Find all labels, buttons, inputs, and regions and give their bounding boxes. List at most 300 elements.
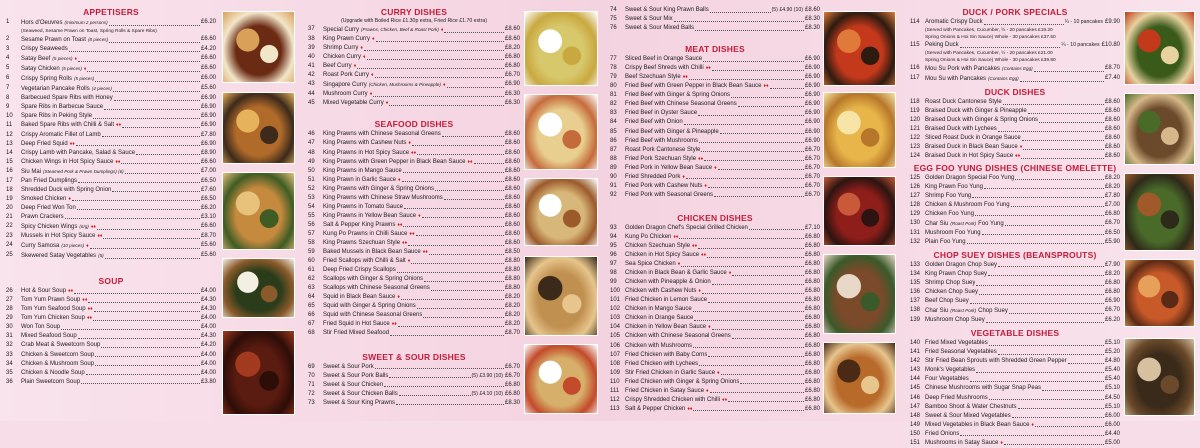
item-extra-price: (5) £4.90 (10) xyxy=(771,7,803,13)
item-name xyxy=(925,357,1067,366)
photo-chicken-wings xyxy=(823,342,896,414)
item-price: £6.70 xyxy=(804,164,820,171)
item-name xyxy=(323,284,430,293)
leader-dots xyxy=(384,381,504,388)
item-name xyxy=(625,296,707,305)
item-name xyxy=(625,224,748,233)
leader-dots xyxy=(976,279,1104,286)
menu-item xyxy=(308,372,520,381)
chilli-icon: ♦ xyxy=(714,164,717,171)
leader-dots xyxy=(95,360,200,367)
item-title: Mushroom Chop Suey xyxy=(925,317,985,324)
item-number: 15 xyxy=(6,158,13,165)
item-number: 103 xyxy=(610,315,621,322)
menu-item xyxy=(308,158,520,167)
item-name xyxy=(925,297,969,306)
photo-beef xyxy=(823,254,896,334)
menu-item xyxy=(610,278,820,287)
menu-item xyxy=(610,296,820,305)
chilli-icon: ♦♦ xyxy=(391,321,397,328)
item-note: (Contains Egg) xyxy=(988,76,1019,82)
item-name xyxy=(21,314,92,323)
menu-item xyxy=(6,351,216,360)
item-price: £5.10 xyxy=(1104,340,1120,347)
item-name xyxy=(625,332,731,341)
item-name xyxy=(925,74,1019,84)
item-title: Monk's Vegetables xyxy=(925,367,976,374)
item-title: Fried Chicken with Ginger & Spring Onions xyxy=(625,378,740,385)
menu-item xyxy=(610,91,820,100)
item-title: Fried Pork with Cashew Nuts xyxy=(625,182,703,189)
item-title: Baked Mussels in Black Bean Sauce xyxy=(323,249,421,256)
item-title: Mixed Vegetable Curry xyxy=(323,100,384,107)
item-title: Fried Chicken with Lychees xyxy=(625,360,699,367)
menu-item xyxy=(6,18,216,28)
item-title: Mushroom Curry xyxy=(323,91,368,98)
menu-item xyxy=(308,35,520,44)
item-title: Peking Duck xyxy=(925,42,959,49)
chilli-icon: ♦ xyxy=(407,258,411,265)
leader-dots xyxy=(689,73,804,80)
item-price: £6.50 xyxy=(200,195,216,202)
item-title: Char Siu xyxy=(925,220,949,227)
item-number: 74 xyxy=(610,7,617,13)
item-price: £6.70 xyxy=(1104,219,1120,226)
item-number: 124 xyxy=(910,153,921,160)
menu-item xyxy=(910,238,1120,247)
menu-item xyxy=(910,134,1120,143)
menu-item xyxy=(610,305,820,314)
menu-item xyxy=(308,25,520,35)
item-name xyxy=(323,230,415,239)
leader-dots xyxy=(718,164,804,171)
item-number: 118 xyxy=(910,99,920,106)
item-number: 61 xyxy=(308,267,315,274)
item-name xyxy=(323,130,441,139)
leader-dots xyxy=(701,146,804,153)
menu-item xyxy=(6,74,216,84)
chilli-icon: ♦♦ xyxy=(722,396,728,403)
menu-item xyxy=(910,348,1120,357)
item-name xyxy=(21,296,87,305)
menu-item xyxy=(910,116,1120,125)
menu-item xyxy=(610,100,820,109)
item-name xyxy=(323,25,443,35)
item-title: Chicken in Mango Sauce xyxy=(625,306,692,313)
leader-dots xyxy=(982,229,1104,236)
item-name xyxy=(925,339,988,348)
menu-item xyxy=(610,191,820,200)
item-title: Chicken in Black Bean & Garlic Sauce xyxy=(625,270,727,277)
item-price: £8.60 xyxy=(504,140,520,147)
leader-dots xyxy=(429,248,504,255)
item-price: £5.10 xyxy=(1104,385,1120,392)
item-name xyxy=(925,421,1034,430)
item-note: (5 pieces) xyxy=(74,76,95,82)
item-number: 88 xyxy=(610,155,617,162)
menu-item xyxy=(308,399,520,408)
photo-chop-suey xyxy=(1124,259,1195,327)
leader-dots xyxy=(77,204,200,211)
leader-dots xyxy=(984,18,1064,25)
item-name xyxy=(625,369,720,378)
item-name xyxy=(625,242,697,251)
item-price: £5.20 xyxy=(1104,349,1120,356)
menu-item xyxy=(6,222,216,232)
item-title: King Prawns Szechuan Style xyxy=(323,239,401,246)
item-title: Sweet & Sour Chicken Balls xyxy=(323,390,398,397)
item-number: 6 xyxy=(6,75,10,82)
leader-dots xyxy=(114,94,200,101)
menu-item xyxy=(610,242,820,251)
item-title: Sliced Beef in Orange Sauce xyxy=(625,56,703,63)
item-price: £8.60 xyxy=(504,36,520,43)
item-name xyxy=(323,390,398,399)
leader-dots xyxy=(970,375,1104,382)
item-name xyxy=(625,269,731,278)
item-name xyxy=(625,173,685,182)
item-number: 19 xyxy=(6,195,13,202)
leader-dots xyxy=(86,369,200,376)
item-price: £6.80 xyxy=(804,351,820,358)
item-title: Mou Su with Pancakes xyxy=(925,76,987,83)
leader-dots xyxy=(970,297,1104,304)
item-name xyxy=(323,158,473,167)
item-name xyxy=(925,125,997,134)
menu-item xyxy=(6,140,216,149)
menu-item xyxy=(910,430,1120,439)
menu-item xyxy=(308,90,520,99)
menu-item xyxy=(910,98,1120,107)
item-number: 48 xyxy=(308,149,315,156)
item-price: £4.00 xyxy=(200,324,216,331)
item-title: Crab Meat & Sweetcorn Soup xyxy=(21,342,101,349)
item-price: £5.40 xyxy=(1104,367,1120,374)
leader-dots xyxy=(986,316,1104,323)
chilli-icon: ♦ xyxy=(698,288,701,295)
item-number: 20 xyxy=(6,204,13,211)
item-title: Fried Seasonal Vegetables xyxy=(925,349,997,356)
item-title: Kung Po Chicken xyxy=(625,233,672,240)
menu-item xyxy=(910,412,1120,421)
item-title: Braised Duck with Ginger & Spring Onions xyxy=(925,117,1039,124)
item-title: Skewered Satay Vegetables xyxy=(21,253,97,260)
chilli-icon: ♦♦ xyxy=(682,74,688,81)
item-name xyxy=(323,257,410,266)
leader-dots xyxy=(412,139,504,146)
item-price: £6.70 xyxy=(804,173,820,180)
item-note: (8 pieces) xyxy=(87,37,109,43)
item-number: 141 xyxy=(910,349,921,356)
menu-column-3 xyxy=(610,0,820,421)
item-number: 13 xyxy=(6,140,13,147)
menu-item xyxy=(610,15,820,24)
chilli-icon: ♦ xyxy=(418,212,421,219)
item-price: £6.70 xyxy=(1104,307,1120,314)
chilli-icon: ♦ xyxy=(74,56,78,63)
menu-item xyxy=(910,192,1120,201)
item-title: Golden Dragon Chop Suey xyxy=(925,261,998,268)
item-price: £4.00 xyxy=(200,351,216,358)
leader-dots xyxy=(364,44,504,51)
item-title: Shrimp Chop Suey xyxy=(925,279,976,286)
menu-item xyxy=(6,186,216,195)
menu-item xyxy=(610,6,820,15)
leader-dots xyxy=(402,176,504,183)
item-number: 142 xyxy=(910,358,921,365)
item-price: £6.90 xyxy=(200,113,216,120)
item-price: £8.20 xyxy=(504,321,520,328)
item-name xyxy=(625,342,692,351)
item-price: £6.80 xyxy=(804,369,820,376)
item-title: Prawn Crackers xyxy=(21,213,64,220)
section-heading: SOUP xyxy=(98,276,124,287)
leader-dots xyxy=(422,212,504,219)
item-number: 30 xyxy=(6,324,13,331)
leader-dots xyxy=(94,305,200,312)
item-price: £6.80 xyxy=(804,333,820,340)
item-price: £8.50 xyxy=(504,249,520,256)
leader-dots xyxy=(728,396,804,403)
item-title: Satay Beef xyxy=(21,56,51,63)
item-title: Fried Beef with Onion xyxy=(625,119,683,126)
leader-dots xyxy=(104,103,200,110)
menu-item xyxy=(610,314,820,323)
item-price: £8.60 xyxy=(504,221,520,228)
item-name xyxy=(21,204,76,213)
item-price: £5.40 xyxy=(1104,376,1120,383)
item-name xyxy=(323,194,443,203)
item-title-suffix: Foo Yung xyxy=(978,220,1004,227)
item-number: 138 xyxy=(910,307,921,314)
item-price: £6.90 xyxy=(504,81,520,88)
menu-item xyxy=(6,213,216,222)
menu-item xyxy=(910,152,1120,161)
chilli-icon: ♦ xyxy=(1031,421,1034,428)
item-price: £6.80 xyxy=(804,405,820,412)
leader-dots xyxy=(78,54,200,62)
section-heading: APPETISERS xyxy=(83,7,139,17)
item-title: Chicken with Cashew Nuts xyxy=(625,288,697,295)
item-price: £8.60 xyxy=(504,149,520,156)
leader-dots xyxy=(72,195,200,202)
item-name xyxy=(21,45,68,54)
item-name xyxy=(323,167,402,176)
item-name xyxy=(21,251,104,261)
leader-dots xyxy=(738,100,804,107)
menu-item xyxy=(610,396,820,405)
menu-item xyxy=(910,375,1120,384)
menu-item xyxy=(308,203,520,212)
item-extra-price: (5) £3.90 (10) xyxy=(471,372,503,379)
menu-item xyxy=(910,297,1120,306)
item-price: £4.50 xyxy=(1104,394,1120,401)
item-name xyxy=(925,98,1002,107)
item-name xyxy=(625,82,769,91)
item-title: Chicken with Mushrooms xyxy=(625,342,693,349)
item-name xyxy=(21,287,73,296)
item-price: £7.90 xyxy=(1104,261,1120,268)
leader-dots xyxy=(398,320,504,327)
leader-dots xyxy=(1018,403,1104,410)
item-number: 145 xyxy=(910,385,921,392)
leader-dots xyxy=(699,137,804,144)
chilli-icon: ♦♦ xyxy=(705,65,711,72)
item-title: King Prawns in Hot Spicy Sauce xyxy=(323,149,410,156)
leader-dots xyxy=(988,270,1104,277)
item-price: £6.00 xyxy=(200,75,216,82)
menu-item xyxy=(610,233,820,242)
item-name xyxy=(925,143,1022,152)
item-title: Sweet & Sour Mixed Balls xyxy=(625,25,695,32)
leader-dots xyxy=(113,84,200,92)
item-price: £6.80 xyxy=(804,342,820,349)
item-name xyxy=(925,219,1004,229)
item-number: 57 xyxy=(308,230,315,237)
chilli-icon: ♦♦ xyxy=(673,233,679,240)
item-title: Shrimp Foo Yung xyxy=(925,192,972,199)
item-price: £6.20 xyxy=(200,19,216,25)
item-name xyxy=(625,396,727,405)
item-title: Fried Beef with Ginger & Pineapple xyxy=(625,128,719,135)
menu-item xyxy=(6,232,216,241)
item-title: Mushrooms in Satay Sauce xyxy=(925,439,999,446)
item-number: 47 xyxy=(308,140,315,147)
item-title: King Prawns in Mango Sauce xyxy=(323,167,402,174)
item-price: £6.80 xyxy=(504,54,520,61)
item-price: £8.70 xyxy=(1104,65,1120,72)
item-name xyxy=(21,186,111,195)
item-price: £8.80 xyxy=(504,267,520,274)
menu-item xyxy=(308,185,520,194)
item-number: 97 xyxy=(610,261,617,268)
item-price: £6.70 xyxy=(504,363,520,370)
menu-item xyxy=(308,139,520,148)
leader-dots xyxy=(78,332,200,339)
item-title: Plain Foo Yung xyxy=(925,238,966,245)
item-title: Chicken in Yellow Bean Sauce xyxy=(625,324,707,331)
leader-dots xyxy=(698,109,804,116)
item-price: £6.50 xyxy=(200,177,216,184)
item-price: £6.90 xyxy=(804,65,820,72)
item-name xyxy=(925,183,983,192)
item-title: Scallops with Ginger & Spring Onions xyxy=(323,276,424,283)
item-name xyxy=(323,311,422,320)
item-number: 101 xyxy=(610,297,621,304)
chilli-icon: ♦ xyxy=(408,140,411,147)
item-number: 91 xyxy=(610,182,617,189)
item-price: £8.60 xyxy=(1104,126,1120,133)
leader-dots xyxy=(403,167,504,174)
leader-dots xyxy=(967,238,1104,245)
item-name xyxy=(625,360,698,369)
item-price: £6.90 xyxy=(804,137,820,144)
item-title: Scallops with Chinese Seasonal Greens xyxy=(323,285,430,292)
item-price: £8.30 xyxy=(804,16,820,23)
leader-dots xyxy=(416,230,504,237)
photo-vegetables xyxy=(1124,338,1195,416)
item-price: £7.60 xyxy=(200,186,216,193)
item-title: Fried Beef with Mushrooms xyxy=(625,137,699,144)
menu-item xyxy=(610,182,820,191)
item-number: 37 xyxy=(308,26,315,32)
item-number: 90 xyxy=(610,173,617,180)
leader-dots xyxy=(989,339,1104,346)
item-price: £7.10 xyxy=(804,224,820,231)
menu-item xyxy=(610,260,820,269)
leader-dots xyxy=(423,311,504,318)
item-title: Vegetarian Pancake Rolls xyxy=(21,86,90,93)
item-name xyxy=(323,99,388,108)
item-title: Won Ton Soup xyxy=(21,324,61,331)
menu-item xyxy=(308,230,520,239)
chilli-icon: ♦♦ xyxy=(467,158,473,165)
item-price: £6.80 xyxy=(804,315,820,322)
menu-item xyxy=(910,421,1120,430)
item-name xyxy=(323,381,383,390)
chilli-icon: ♦ xyxy=(728,270,732,277)
item-title: Beef Szechuan Style xyxy=(625,74,681,81)
item-price: £8.60 xyxy=(504,185,520,192)
item-name xyxy=(625,24,694,33)
item-price: £6.80 xyxy=(804,324,820,331)
leader-dots xyxy=(976,366,1104,373)
item-number: 31 xyxy=(6,333,13,340)
item-title: Roast Pork Cantonese Style xyxy=(625,146,701,153)
item-name xyxy=(625,137,698,146)
leader-dots xyxy=(1042,384,1104,391)
item-name xyxy=(21,332,77,341)
item-name xyxy=(925,64,1033,74)
leader-dots xyxy=(389,99,504,106)
item-number: 11 xyxy=(6,122,13,129)
menu-item xyxy=(610,323,820,332)
chilli-icon: ♦ xyxy=(86,243,89,250)
item-price: £6.70 xyxy=(504,72,520,79)
chilli-icon: ♦ xyxy=(397,294,400,301)
item-price: £4.00 xyxy=(200,360,216,367)
item-number: 119 xyxy=(910,108,920,115)
item-number: 135 xyxy=(910,279,921,286)
item-price: £8.60 xyxy=(504,167,520,174)
item-name xyxy=(925,430,959,439)
chilli-icon: ♦ xyxy=(1019,144,1023,151)
leader-dots xyxy=(989,394,1104,401)
item-number: 105 xyxy=(610,333,621,340)
item-number: 73 xyxy=(308,399,315,406)
leader-dots xyxy=(95,74,200,82)
item-title: Salt & Pepper King Prawns xyxy=(323,221,396,228)
leader-dots xyxy=(714,191,804,198)
item-price: £8.60 xyxy=(1104,144,1120,151)
leader-dots xyxy=(698,242,804,249)
item-title: King Prawn Foo Yung xyxy=(925,183,983,190)
item-note: (Contains Egg) xyxy=(1002,66,1033,72)
item-title: Tom Yum Prawn Soup xyxy=(21,297,81,304)
leader-dots xyxy=(122,121,200,128)
item-name xyxy=(323,149,416,158)
item-title: Braised Duck in Black Bean Sauce xyxy=(925,144,1018,151)
item-number: 8 xyxy=(6,95,10,102)
leader-dots xyxy=(357,62,504,69)
item-number: 16 xyxy=(6,167,13,174)
menu-item xyxy=(910,64,1120,74)
item-name xyxy=(625,55,702,64)
item-name xyxy=(625,118,683,127)
menu-item xyxy=(610,82,820,91)
menu-item xyxy=(610,405,820,414)
item-title: Fried Shredded Pork xyxy=(625,173,681,180)
